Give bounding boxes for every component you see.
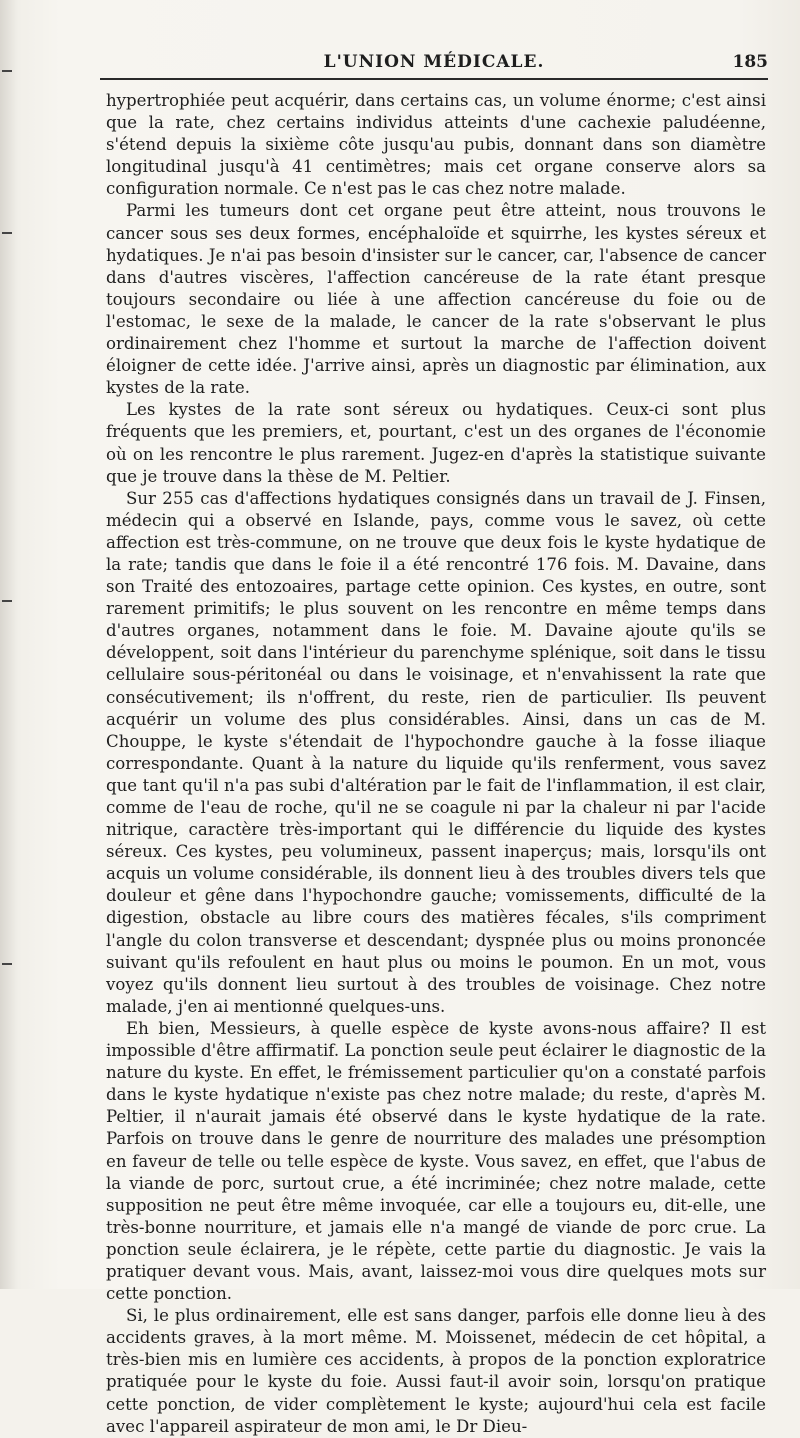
margin-mark (2, 963, 12, 965)
paragraph: Sur 255 cas d'affections hydatiques consignés dans un travail de J. Finsen, médecin qui a observé en Islande, pays, comme vous le savez, où cette affection est très-commune, on ne trouve que deux fois le kyste hydatique de la rate; tandis que dans le foie il a été rencontré 176 fois. M. Davaine, dans son Traité des entozoaires, partage cette opinion. Ces kystes, en outre, sont rarement primitifs; le plus souvent on les rencontre en même temps dans d'autres organes, notamment dans le foie. M. Davaine ajoute qu'ils se développent, soit dans l'intérieur du parenchyme splénique, soit dans le tissu cellulaire sous-péritonéal ou dans le voisinage, et n'envahissent la rate que consécutivement; ils n'offrent, du reste, rien de particulier. Ils peuvent acquérir un volume des plus considérables. Ainsi, dans un cas de M. Chouppe, le kyste s'étendait de l'hypochondre gauche à la fosse iliaque correspondante. Quant à la nature du liquide qu'ils renferment, vous savez que tant qu'il n'a pas subi d'altération par le fait de l'inflammation, il est clair, comme de l'eau de roche, qu'il ne se coagule ni par la chaleur ni par l'acide nitrique, caractère très-important qui le différencie du liquide des kystes séreux. Ces kystes, peu volumineux, passent inaperçus; mais, lorsqu'ils ont acquis un volume considérable, ils donnent lieu à des troubles divers tels que douleur et gêne dans l'hypochondre gauche; vomissements, difficulté de la digestion, obstacle au libre cours des matières fécales, s'ils compriment l'angle du colon transverse et descendant; dyspnée plus ou moins prononcée suivant qu'ils refoulent en haut plus ou moins le poumon. En un mot, vous voyez qu'ils donnent lieu surtout à des troubles de voisinage. Chez notre malade, j'en ai mentionné quelques-uns. (106, 488, 766, 1016)
margin-mark (2, 232, 12, 234)
margin-mark (2, 600, 12, 602)
paragraph: Parmi les tumeurs dont cet organe peut être atteint, nous trouvons le cancer sous ses deux formes, encéphaloïde et squirrhe, les kystes séreux et hydatiques. Je n'ai pas besoin d'insister sur le cancer, car, l'absence de cancer dans d'autres viscères, l'affection cancéreuse de la rate étant presque toujours secondaire ou liée à une affection cancéreuse du foie ou de l'estomac, le sexe de la malade, le cancer de la rate s'observant le plus ordinairement chez l'homme et surtout la marche de l'affection doivent éloigner de cette idée. J'arrive ainsi, après un diagnostic par élimination, aux kystes de la rate. (106, 201, 766, 398)
paragraph: Les kystes de la rate sont séreux ou hydatiques. Ceux-ci sont plus fréquents que les premiers, et, pourtant, c'est un des organes de l'économie où on les rencontre le plus rarement. Jugez-en d'après la statistique suivante que je trouve dans la thèse de M. Peltier. (106, 400, 766, 486)
running-title: L'UNION MÉDICALE. (323, 52, 545, 72)
margin-mark (2, 70, 12, 72)
paragraph: Eh bien, Messieurs, à quelle espèce de kyste avons-nous affaire? Il est impossible d'être affirmatif. La ponction seule peut éclairer le diagnostic de la nature du kyste. En effet, le frémissement particulier qu'on a constaté parfois dans le kyste hydatique n'existe pas chez notre malade; du reste, d'après M. Peltier, il n'aurait jamais été observé dans le kyste hydatique de la rate. Parfois on trouve dans le genre de nourriture des malades une présomption en faveur de telle ou telle espèce de kyste. Vous savez, en effet, que l'abus de la viande de porc, surtout crue, a été incriminée; chez notre malade, cette supposition ne peut être même invoquée, car elle a toujours eu, dit-elle, une très-bonne nourriture, et jamais elle n'a mangé de viande de porc crue. La ponction seule éclairera, je le répète, cette partie du diagnostic. Je vais la pratiquer devant vous. Mais, avant, laissez-moi vous dire quelques mots sur cette ponction. (106, 1018, 766, 1304)
paragraph: hypertrophiée peut acquérir, dans certains cas, un volume énorme; c'est ainsi que la rate, chez certains individus atteints d'une cachexie paludéenne, s'étend depuis la sixième côte jusqu'au pubis, donnant dans son diamètre longitudinal jusqu'à 41 centimètres; mais cet organe conserve alors sa configuration normale. Ce n'est pas le cas chez notre malade. (106, 91, 766, 199)
article-body (106, 90, 766, 1438)
paragraph: Si, le plus ordinairement, elle est sans danger, parfois elle donne lieu à des accidents graves, à la mort même. M. Moissenet, médecin de cet hôpital, a très-bien mis en lumière ces accidents, à propos de la ponction exploratrice pratiquée pour le kyste du foie. Aussi faut-il avoir soin, lorsqu'on pratique cette ponction, de vider complètement le kyste; aujourd'hui cela est facile avec l'appareil aspirateur de mon ami, le Dr Dieu- (106, 1306, 766, 1436)
page-number: 185 (732, 52, 768, 72)
header-rule (100, 78, 768, 80)
page-header (100, 46, 768, 80)
